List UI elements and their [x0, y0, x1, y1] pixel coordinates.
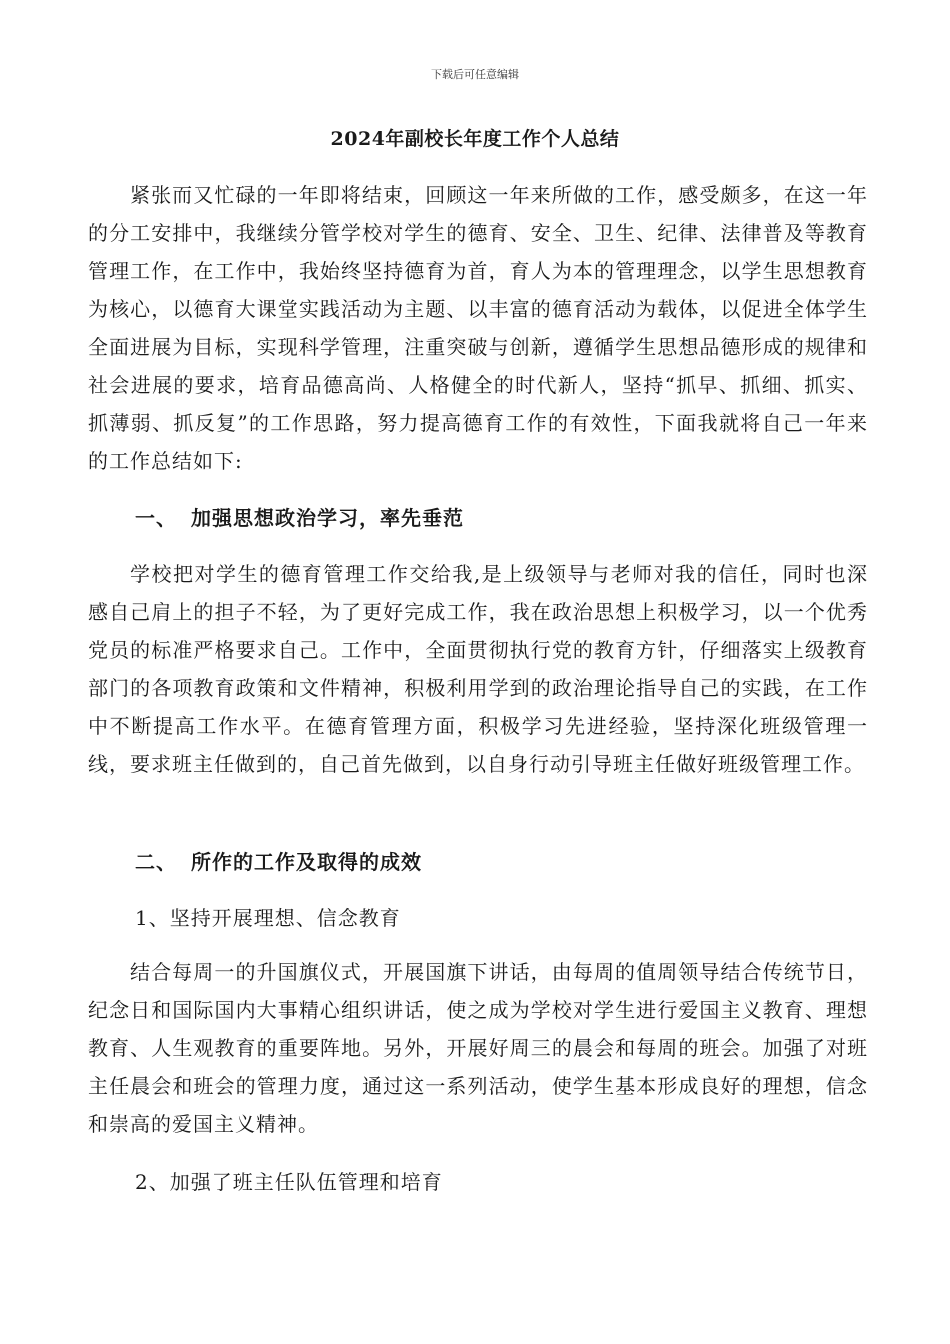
section-1-heading: [135, 502, 464, 531]
intro-paragraph: 紧张而又忙碌的一年即将结束，回顾这一年来所做的工作，感受颇多，在这一年的分工安排中，我继续分管学校对学生的德育、安全、卫生、纪律、法律普及等教育管理工作，在工作中，我始终坚持德育为首，育人为本的管理理念，以学生思想教育为核心，以德育大课堂实践活动为主题、以丰富的德育活动为载体，以促进全体学生全面进展为目标，实现科学管理，注重突破与创新，遵循学生思想品德形成的规律和社会进展的要求，培育品德高尚、人格健全的时代新人，坚持“抓早、抓细、抓实、抓薄弱、抓反复”的工作思路，努力提高德育工作的有效性，下面我就将自己一年来的工作总结如下:: [88, 183, 868, 473]
section-1-title: 加强思想政治学习，率先垂范: [191, 506, 464, 530]
header-note: 下载后可任意编辑: [431, 68, 519, 81]
section-2-title: 所作的工作及取得的成效: [191, 850, 422, 874]
section-2-number: 二、: [135, 850, 177, 874]
section-1-paragraph: 学校把对学生的德育管理工作交给我,是上级领导与老师对我的信任，同时也深感自己肩上的担子不轻，为了更好完成工作，我在政治思想上积极学习，以一个优秀党员的标准严格要求自己。工作中，全面贯彻执行党的教育方针，仔细落实上级教育部门的各项教育政策和文件精神，积极利用学到的政治理论指导自己的实践，在工作中不断提高工作水平。在德育管理方面，积极学习先进经验，坚持深化班级管理一线，要求班主任做到的，自己首先做到，以自身行动引导班主任做好班级管理工作。: [88, 562, 868, 776]
item-1-paragraph: 结合每周一的升国旗仪式，开展国旗下讲话，由每周的值周领导结合传统节日，纪念日和国际国内大事精心组织讲话，使之成为学校对学生进行爱国主义教育、理想教育、人生观教育的重要阵地。另外，开展好周三的晨会和每周的班会。加强了对班主任晨会和班会的管理力度，通过这一系列活动，使学生基本形成良好的理想，信念和崇高的爱国主义精神。: [88, 960, 868, 1136]
item-1-title: 1、坚持开展理想、信念教育: [135, 906, 401, 930]
section-1-number: 一、: [135, 506, 177, 530]
item-2-title: 2、加强了班主任队伍管理和培育: [135, 1170, 443, 1194]
section-2-heading: [135, 846, 422, 875]
document-title: 2024年副校长年度工作个人总结: [330, 128, 620, 150]
